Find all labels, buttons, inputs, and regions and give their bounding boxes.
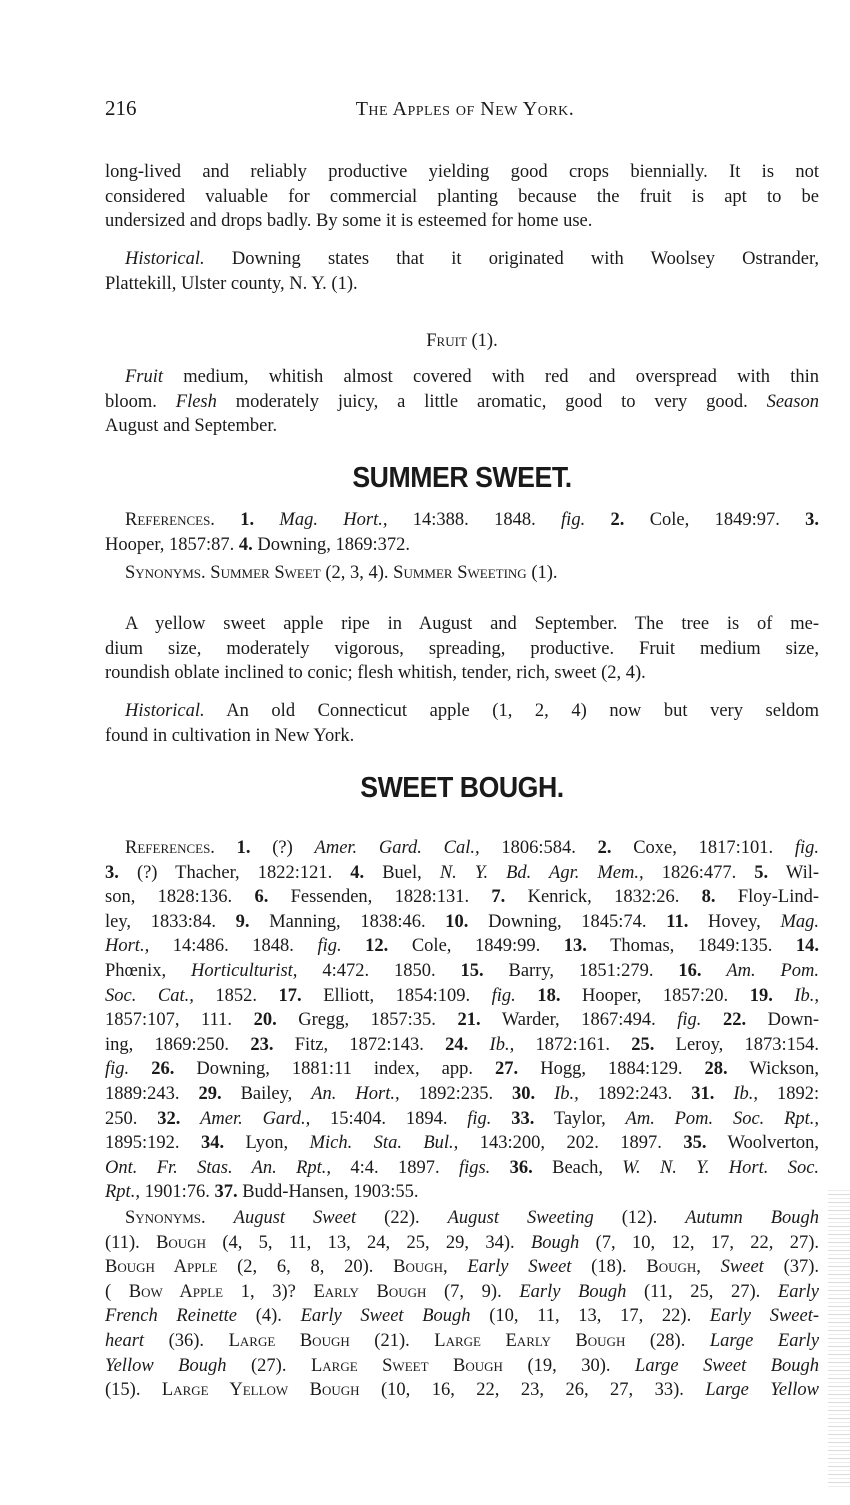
italic-text: fig. — [794, 838, 820, 858]
italic-text: W. N. Y. Hort. Soc. — [622, 1157, 820, 1178]
text-run: (19, 30). — [527, 1355, 636, 1376]
reference-number: 5. — [754, 862, 769, 883]
text-run: 1806:584. — [501, 838, 598, 858]
text-line — [105, 390, 819, 415]
text-line — [105, 1206, 819, 1231]
small-caps-text: Early Bough — [313, 1281, 427, 1302]
italic-text: Mag. — [780, 911, 820, 932]
text-run: Floy-Lind- — [737, 887, 820, 908]
reference-number: 11. — [666, 911, 689, 932]
italic-text: Autumn Bough — [685, 1208, 820, 1228]
text-line — [105, 209, 819, 234]
italic-text: figs. — [458, 1157, 491, 1178]
text-run: ley, 1833:84. — [105, 911, 236, 932]
text-line — [105, 533, 819, 558]
text-run: Hovey, — [708, 911, 781, 932]
italic-text: Ib., — [733, 1083, 759, 1104]
reference-number: 33. — [511, 1108, 535, 1129]
text-line — [105, 1231, 819, 1256]
text-line — [105, 1033, 819, 1058]
small-caps-text: Large Yellow Bough — [161, 1380, 360, 1401]
italic-text: Mag. Hort., — [279, 510, 388, 530]
text-run: (1). — [531, 563, 558, 583]
reference-number: 6. — [254, 887, 269, 908]
text-run: August and September. — [105, 416, 278, 437]
fruit-description — [105, 365, 819, 439]
text-run: (4, 5, 11, 13, 24, 25, 29, 34). — [222, 1232, 531, 1253]
reference-number: 36. — [509, 1157, 533, 1178]
text-run: 1892:235. — [418, 1083, 513, 1104]
text-line — [105, 612, 819, 637]
text-run: 1889:243. — [105, 1083, 199, 1104]
reference-number: 4. — [238, 534, 253, 555]
text-run: (?) — [272, 838, 315, 858]
reference-number: 4. — [350, 862, 365, 883]
small-caps-text: Bow Apple — [128, 1281, 224, 1302]
text-run: 1852. — [215, 985, 279, 1006]
italic-text: Large Sweet Bough — [635, 1355, 820, 1376]
text-line — [105, 984, 819, 1009]
reference-number: 2. — [610, 510, 625, 530]
text-run: moderately juicy, a little aromatic, good to very good. — [235, 391, 767, 412]
italic-text: Horticulturist, — [191, 960, 298, 981]
reference-number: 29. — [198, 1083, 222, 1104]
text-run: bloom. — [105, 391, 176, 412]
text-run: ( — [105, 1281, 112, 1302]
references-summer-sweet — [105, 508, 819, 557]
text-run: Elliott, 1854:109. — [323, 985, 492, 1006]
text-run: 1892: — [777, 1083, 820, 1104]
text-run: found in cultivation in New York. — [105, 725, 355, 746]
description-summer-sweet — [105, 612, 819, 686]
italic-text: Historical. — [125, 701, 205, 721]
text-run: Downing, 1869:372. — [257, 534, 411, 555]
text-run: An old Connecticut apple (1, 2, 4) now but very seldom — [226, 701, 819, 721]
reference-number: 8. — [701, 887, 716, 908]
italic-text: Early — [777, 1281, 819, 1302]
reference-number: 14. — [795, 936, 820, 957]
text-run: considered valuable for commercial planting because the fruit is apt to be — [105, 186, 819, 207]
italic-text: Fruit — [125, 367, 164, 387]
small-caps-text: Summer Sweeting — [393, 563, 527, 583]
text-run: (36). — [168, 1330, 229, 1351]
text-run: (4). — [255, 1306, 301, 1327]
small-caps-text: Bough, — [646, 1257, 701, 1278]
italic-text: French Reinette — [105, 1306, 238, 1327]
italic-text: Amer. Gard. Cal., — [314, 838, 480, 858]
small-caps-text: Synonyms. — [125, 563, 206, 583]
text-run: Downing, 1881:11 index, app. — [196, 1059, 496, 1080]
text-run: (11, 25, 27). — [644, 1281, 778, 1302]
small-caps-text: Bough Apple — [105, 1257, 218, 1278]
text-run: 143:200, 202. 1897. — [479, 1133, 684, 1154]
text-line — [105, 508, 819, 533]
italic-text: fig. — [677, 1010, 702, 1031]
italic-text: August Sweet — [233, 1208, 357, 1228]
italic-text: Am. Pom. Soc. Rpt., — [625, 1108, 820, 1129]
italic-text: heart — [105, 1330, 145, 1351]
reference-number: 24. — [445, 1034, 469, 1055]
text-run: Barry, 1851:279. — [508, 960, 679, 981]
text-run: Fessenden, 1828:131. — [290, 887, 492, 908]
reference-number: 18. — [537, 985, 561, 1006]
reference-number: 1. — [240, 510, 255, 530]
text-run: 14:486. 1848. — [172, 936, 318, 957]
text-run: (10, 16, 22, 23, 26, 27, 33). — [381, 1380, 706, 1401]
text-line — [105, 185, 819, 210]
italic-text: N. Y. Bd. Agr. Mem., — [439, 862, 644, 883]
text-run: 15:404. 1894. — [330, 1108, 468, 1129]
reference-number: 16. — [678, 960, 702, 981]
italic-text: Large Early — [709, 1330, 820, 1351]
reference-number: 12. — [365, 936, 389, 957]
small-caps-text: References. — [125, 838, 215, 858]
text-run: Buel, — [382, 862, 440, 883]
text-run: Beach, — [552, 1157, 623, 1178]
reference-number: 10. — [445, 911, 469, 932]
small-caps-text: Large Bough — [228, 1330, 350, 1351]
reference-number: 15. — [460, 960, 484, 981]
italic-text: Am. Pom. — [726, 960, 820, 981]
text-run: (37). — [783, 1257, 820, 1278]
text-run: A yellow sweet apple ripe in August and September. The tree is of me- — [125, 614, 819, 634]
text-line — [105, 414, 819, 439]
text-run: Fitz, 1872:143. — [294, 1034, 446, 1055]
text-line — [105, 637, 819, 662]
italic-text: fig. — [467, 1108, 492, 1129]
text-run: 4:472. 1850. — [322, 960, 461, 981]
text-run: Downing, 1845:74. — [488, 911, 667, 932]
text-line — [105, 1107, 819, 1132]
reference-number: 26. — [151, 1059, 175, 1080]
text-run: Phœnix, — [105, 960, 192, 981]
reference-number: 19. — [749, 985, 773, 1006]
text-line — [105, 247, 819, 272]
text-run: 1872:161. — [535, 1034, 632, 1055]
text-line — [105, 934, 819, 959]
reference-number: 7. — [491, 887, 506, 908]
text-run: Woolverton, — [727, 1133, 820, 1154]
italic-text: Season — [766, 391, 819, 412]
text-line — [105, 910, 819, 935]
text-line — [105, 365, 819, 390]
text-run: 14:388. 1848. — [412, 510, 562, 530]
small-caps-text: Bough — [156, 1232, 206, 1253]
text-run: long-lived and reliably productive yielding good crops biennially. It is not — [105, 162, 819, 182]
text-line — [105, 885, 819, 910]
text-run: 1857:107, 111. — [105, 1010, 254, 1031]
reference-number: 23. — [250, 1034, 274, 1055]
text-run: ing, 1869:250. — [105, 1034, 251, 1055]
text-run: roundish oblate inclined to conic; flesh whitish, tender, rich, sweet (2, 4). — [105, 663, 646, 684]
small-caps-text: Bough, — [393, 1257, 448, 1278]
reference-number: 25. — [631, 1034, 655, 1055]
text-run: Downing states that it originated with Woolsey Ostrander, — [231, 249, 819, 269]
reference-number: 31. — [691, 1083, 715, 1104]
italic-text: Rpt., — [105, 1182, 140, 1203]
italic-text: Historical. — [125, 249, 205, 269]
text-line — [105, 1304, 819, 1329]
text-line — [105, 1354, 819, 1379]
reference-number: 17. — [278, 985, 302, 1006]
italic-text: August Sweeting — [447, 1208, 594, 1228]
text-run: Plattekill, Ulster county, N. Y. (1). — [105, 273, 358, 294]
italic-text: Ont. Fr. Stas. An. Rpt., — [105, 1157, 332, 1178]
text-run: Wickson, — [749, 1059, 820, 1080]
text-run: Down- — [767, 1010, 820, 1031]
text-line — [105, 1156, 819, 1181]
text-run: Cole, 1849:99. — [411, 936, 564, 957]
text-run: Thomas, 1849:135. — [610, 936, 796, 957]
italic-text: fig. — [317, 936, 342, 957]
italic-text: fig. — [491, 985, 516, 1006]
text-line — [105, 861, 819, 886]
text-run: (10, 11, 13, 17, 22). — [489, 1306, 710, 1327]
text-run: 250. — [105, 1108, 158, 1129]
heading-sweet-bough: SWEET BOUGH. — [360, 772, 564, 804]
italic-text: Early Sweet Bough — [300, 1306, 471, 1327]
italic-text: Sweet — [720, 1257, 764, 1278]
italic-text: Hort., — [105, 936, 150, 957]
text-run: (12). — [621, 1208, 686, 1228]
italic-text: Ib., — [794, 985, 820, 1006]
text-run: Taylor, — [553, 1108, 626, 1129]
reference-number: 1. — [236, 838, 251, 858]
text-run: undersized and drops badly. By some it is esteemed for home use. — [105, 211, 593, 232]
text-run: 4:4. 1897. — [350, 1157, 459, 1178]
reference-number: 3. — [105, 862, 119, 883]
reference-number: 22. — [722, 1010, 747, 1031]
text-line — [105, 661, 819, 686]
text-line — [105, 1057, 819, 1082]
text-run: dium size, moderately vigorous, spreading, productive. Fruit medium size, — [105, 638, 819, 659]
small-caps-text: Large Early Bough — [434, 1330, 626, 1351]
text-run: (21). — [374, 1330, 435, 1351]
text-run: medium, whitish almost covered with red and overspread with thin — [183, 367, 819, 387]
text-run: Lyon, — [245, 1133, 310, 1154]
text-run: (27). — [251, 1355, 311, 1376]
paragraph-continuation — [105, 160, 819, 234]
heading-summer-sweet: SUMMER SWEET. — [352, 462, 572, 494]
text-line — [105, 1131, 819, 1156]
page-number: 216 — [105, 96, 137, 120]
italic-text: Early Sweet- — [709, 1306, 820, 1327]
italic-text: fig. — [105, 1059, 130, 1080]
reference-number: 3. — [805, 510, 820, 530]
text-run: Kenrick, 1832:26. — [527, 887, 702, 908]
text-run: (28). — [649, 1330, 710, 1351]
reference-number: 9. — [235, 911, 250, 932]
text-line — [105, 561, 819, 586]
text-line — [105, 724, 819, 749]
text-run: Wil- — [785, 862, 820, 883]
text-line — [105, 1008, 819, 1033]
text-run: Coxe, 1817:101. — [633, 838, 795, 858]
reference-number: 35. — [683, 1133, 707, 1154]
text-run: Hooper, 1857:20. — [582, 985, 750, 1006]
text-run: Budd-Hansen, 1903:55. — [242, 1182, 419, 1203]
text-run: 1, 3)? — [240, 1281, 314, 1302]
italic-text: Bough — [530, 1232, 580, 1253]
text-line — [105, 272, 819, 297]
reference-number: 37. — [214, 1182, 238, 1203]
synonyms-summer-sweet — [105, 561, 819, 586]
text-line — [105, 699, 819, 724]
text-run: (2, 6, 8, 20). — [237, 1257, 394, 1278]
text-line — [105, 1180, 819, 1205]
reference-number: 30. — [512, 1083, 536, 1104]
text-run: (7, 9). — [444, 1281, 520, 1302]
fruit-heading: Fruit (1). — [426, 331, 498, 351]
text-run: Hooper, 1857:87. — [105, 534, 239, 555]
italic-text: Early Sweet — [467, 1257, 572, 1278]
text-line — [105, 160, 819, 185]
text-run: (7, 10, 12, 17, 22, 27). — [595, 1232, 820, 1253]
text-run: (18). — [591, 1257, 647, 1278]
reference-number: 21. — [457, 1010, 481, 1031]
reference-number: 32. — [157, 1108, 181, 1129]
text-run: 1901:76. — [144, 1182, 215, 1203]
running-title: The Apples of New York. — [355, 98, 575, 120]
text-line — [105, 1082, 819, 1107]
text-run: (22). — [384, 1208, 448, 1228]
text-run: Hogg, 1884:129. — [540, 1059, 705, 1080]
small-caps-text: Large Sweet Bough — [310, 1355, 503, 1376]
text-run: 1895:192. — [105, 1133, 201, 1154]
italic-text: Yellow Bough — [105, 1355, 227, 1376]
small-caps-text: References. — [125, 510, 215, 530]
text-run: Bailey, — [240, 1083, 312, 1104]
text-line — [105, 1255, 819, 1280]
italic-text: Amer. Gard., — [200, 1108, 311, 1129]
italic-text: Large Yellow — [705, 1380, 819, 1401]
reference-number: 20. — [253, 1010, 277, 1031]
italic-text: Early Bough — [519, 1281, 627, 1302]
references-sweet-bough — [105, 836, 819, 1205]
small-caps-text: Synonyms. — [125, 1208, 206, 1228]
text-run: (11). — [105, 1232, 157, 1253]
text-run: Manning, 1838:46. — [269, 911, 446, 932]
reference-number: 34. — [200, 1133, 225, 1154]
italic-text: Mich. Sta. Bul., — [309, 1133, 459, 1154]
italic-text: Ib., — [554, 1083, 579, 1104]
historical-note-1 — [105, 247, 819, 296]
reference-number: 28. — [704, 1059, 728, 1080]
reference-number: 2. — [597, 838, 612, 858]
synonyms-sweet-bough — [105, 1206, 819, 1403]
text-run: (?) Thacher, 1822:121. — [136, 862, 351, 883]
italic-text: fig. — [561, 510, 586, 530]
text-run: 1826:477. — [661, 862, 755, 883]
italic-text: Ib., — [489, 1034, 515, 1055]
text-line — [105, 1378, 819, 1403]
text-line — [105, 959, 819, 984]
text-run: Leroy, 1873:154. — [675, 1034, 820, 1055]
reference-number: 13. — [563, 936, 587, 957]
italic-text: Flesh — [175, 391, 217, 412]
text-run: Warder, 1867:494. — [501, 1010, 678, 1031]
text-line — [105, 1280, 819, 1305]
small-caps-text: Summer Sweet — [210, 563, 321, 583]
text-line — [105, 1329, 819, 1354]
text-run: (15). — [105, 1380, 162, 1401]
text-run: 1892:243. — [597, 1083, 692, 1104]
text-run: Gregg, 1857:35. — [298, 1010, 458, 1031]
text-run: Cole, 1849:97. — [649, 510, 806, 530]
scan-edge-noise — [828, 1190, 850, 1490]
italic-text: Soc. Cat., — [105, 985, 194, 1006]
reference-number: 27. — [495, 1059, 519, 1080]
historical-note-2 — [105, 699, 819, 748]
text-line — [105, 836, 819, 861]
italic-text: An. Hort., — [311, 1083, 400, 1104]
text-run: (2, 3, 4). — [325, 563, 394, 583]
text-run: son, 1828:136. — [105, 887, 255, 908]
